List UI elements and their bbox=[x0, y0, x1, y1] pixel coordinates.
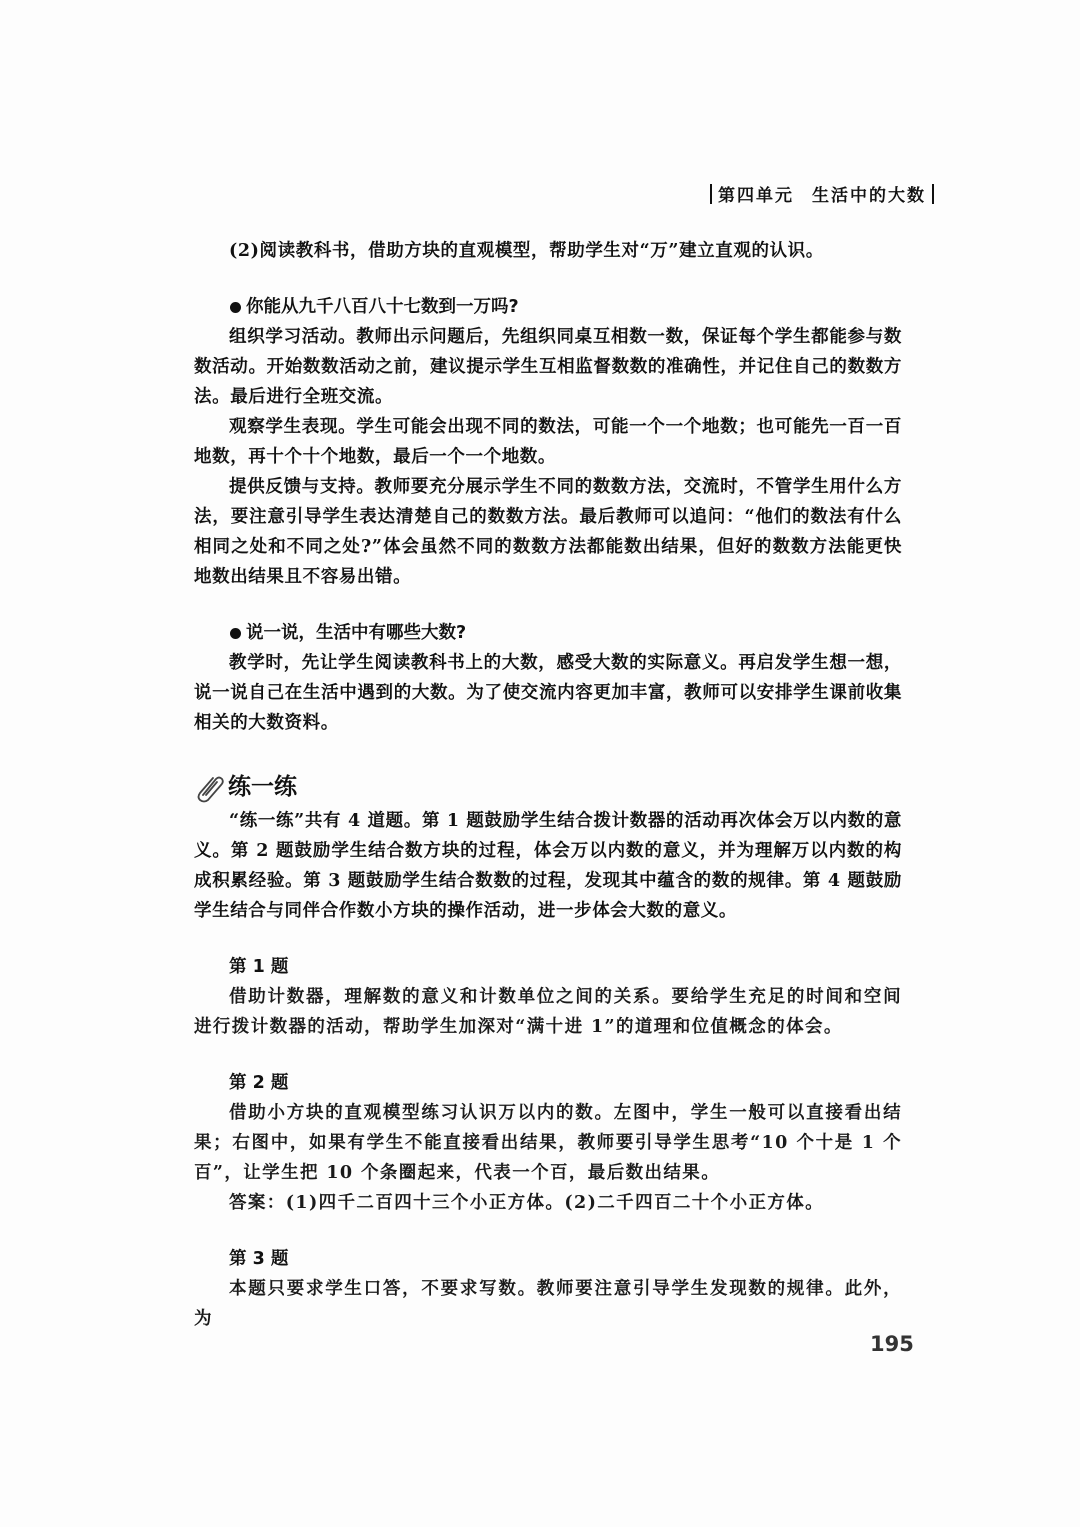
header-divider-right bbox=[932, 184, 934, 204]
question-1-heading: 第 1 题 bbox=[229, 957, 289, 977]
section1-paragraph-1: 组织学习活动。教师出示问题后，先组织同桌互相数一数，保证每个学生都能参与数数活动。开始数数活动之前，建议提示学生互相监督数数的准确性，并记住自己的数数方法。最后进行全班交流。 bbox=[194, 327, 902, 407]
paragraph-lead: 提供反馈与支持。 bbox=[229, 477, 375, 497]
practice-section-title bbox=[194, 770, 902, 804]
question-3-text: 本题只要求学生口答，不要求写数。教师要注意引导学生发现数的规律。此外，为 bbox=[194, 1279, 902, 1329]
paragraph-lead: 组织学习活动。 bbox=[229, 327, 357, 347]
question-1-text: 借助计数器，理解数的意义和计数单位之间的关系。要给学生充足的时间和空间进行拨计数器的活动，帮助学生加深对“满十进 1”的道理和位值概念的体会。 bbox=[194, 987, 902, 1037]
section1-question: 你能从九千八百八十七数到一万吗? bbox=[194, 292, 902, 322]
section2-question: 说一说，生活中有哪些大数? bbox=[194, 618, 902, 648]
header-title: 生活中的大数 bbox=[812, 186, 926, 206]
paperclip-icon bbox=[194, 771, 226, 803]
section1-paragraph-2: 观察学生表现。学生可能会出现不同的数法，可能一个一个地数；也可能先一百一百地数，再十个十个地数，最后一个一个地数。 bbox=[194, 417, 902, 467]
page-number: 195 bbox=[870, 1332, 914, 1356]
question-2-text: 借助小方块的直观模型练习认识万以内的数。左图中，学生一般可以直接看出结果；右图中，如果有学生不能直接看出结果，教师要引导学生思考“10 个十是 1 个百”，让学生把 10 个条圈起来，代表一个百，最后数出结果。 bbox=[194, 1103, 902, 1183]
question-3-heading: 第 3 题 bbox=[229, 1249, 289, 1269]
running-header bbox=[704, 181, 940, 206]
page-content bbox=[194, 236, 902, 1334]
question-2-heading: 第 2 题 bbox=[229, 1073, 289, 1093]
header-unit: 第四单元 bbox=[718, 186, 794, 206]
bullet-icon bbox=[230, 628, 241, 639]
practice-title-text: 练一练 bbox=[228, 774, 297, 800]
section1-paragraph-3: 提供反馈与支持。教师要充分展示学生不同的数数方法，交流时，不管学生用什么方法，要注意引导学生表达清楚自己的数数方法。最后教师可以追问：“他们的数法有什么相同之处和不同之处?”体会虽然不同的数数方法都能数出结果，但好的数数方法能更快地数出结果且不容易出错。 bbox=[194, 477, 902, 587]
paragraph-lead: 观察学生表现。 bbox=[229, 417, 357, 437]
question-2-answer: 答案：(1)四千二百四十三个小正方体。(2)二千四百二十个小正方体。 bbox=[229, 1193, 825, 1213]
intro-paragraph: (2)阅读教科书，借助方块的直观模型，帮助学生对“万”建立直观的认识。 bbox=[229, 241, 824, 261]
section2-paragraph: 教学时，先让学生阅读教科书上的大数，感受大数的实际意义。再启发学生想一想，说一说自己在生活中遇到的大数。为了使交流内容更加丰富，教师可以安排学生课前收集相关的大数资料。 bbox=[194, 653, 902, 733]
practice-overview: “练一练”共有 4 道题。第 1 题鼓励学生结合拨计数器的活动再次体会万以内数的意义。第 2 题鼓励学生结合数方块的过程，体会万以内数的意义，并为理解万以内数的构成积累经验。第 3 题鼓励学生结合数数的过程，发现其中蕴含的数的规律。第 4 题鼓励学生结合与同伴合作数小方块的操作活动，进一步体会大数的意义。 bbox=[194, 811, 902, 921]
header-divider-left bbox=[710, 184, 712, 204]
bullet-icon bbox=[230, 302, 241, 313]
